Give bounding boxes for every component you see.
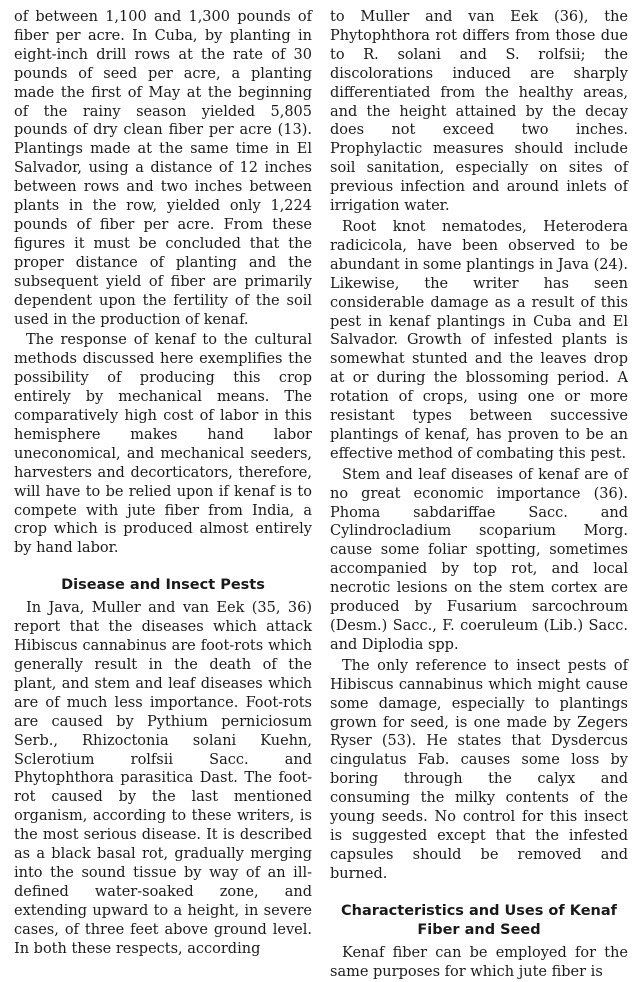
section-heading (330, 902, 628, 940)
paragraph: Root knot nematodes, Heterodera radicicola, have been observed to be abundant in some plantings in Java (24). Likewise, the writer has seen considerable damage as a result of this pest in kenaf plantings in Cuba and El Salvador. Growth of infested plants is somewhat stunted and the leaves drop at or during the blossoming period. A rotation of crops, using one or more resistant types between successive plantings of kenaf, has proven to be an effective method of combating this pest. (330, 218, 628, 462)
paragraph: Stem and leaf diseases of kenaf are of no great economic importance (36). Phoma sabdariffae Sacc. and Cylindrocladium scoparium Morg. cause some foliar spotting, sometimes accompanied by top rot, and local necrotic lesions on the stem cortex are produced by Fusarium sarcochroum (Desm.) Sacc., F. coeruleum (Lib.) Sacc. and Diplodia spp. (330, 466, 628, 653)
paragraph: of between 1,100 and 1,300 pounds of fiber per acre. In Cuba, by planting in eight-inch drill rows at the rate of 30 pounds of seed per acre, a planting made the first of May at the beginning of the rainy season yielded 5,805 pounds of dry clean fiber per acre (13). Plantings made at the same time in El Salvador, using a distance of 12 inches between rows and two inches between plants in the row, yielded only 1,224 pounds of fiber per acre. From these figures it must be concluded that the proper distance of planting and the subsequent yield of fiber are primarily dependent upon the fertility of the soil used in the production of kenaf. (14, 9, 312, 328)
section-heading: Disease and Insect Pests (61, 577, 265, 594)
paragraph: In Java, Muller and van Eek (35, 36) report that the diseases which attack Hibiscus cannabinus are foot-rots which generally result in the death of the plant, and stem and leaf diseases which are of much less importance. Foot-rots are caused by Pythium perniciosum Serb., Rhizoctonia solani Kuehn, Sclerotium rolfsii Sacc. and Phytophthora parasitica Dast. The foot-rot caused by the last mentioned organism, according to these writers, is the most serious disease. It is described as a black basal rot, gradually merging into the sound tissue by way of an ill-defined water-soaked zone, and extending upward to a height, in severe cases, of three feet above ground level. In both these respects, according (14, 600, 312, 957)
paragraph: Kenaf fiber can be employed for the same purposes for which jute fiber is (330, 944, 628, 980)
paragraph: The only reference to insect pests of Hibiscus cannabinus which might cause some damage, especially to plantings grown for seed, is one made by Zegers Ryser (53). He states that Dysdercus cingulatus Fab. causes some loss by boring through the calyx and consuming the milky contents of the young seeds. No control for this insect is suggested except that the infested capsules should be removed and burned. (330, 657, 628, 882)
section-heading-line: Characteristics and Uses of Kenaf (341, 902, 617, 919)
left-column (14, 8, 312, 957)
right-column (330, 8, 628, 980)
paragraph: to Muller and van Eek (36), the Phytophthora rot differs from those due to R. solani and S. rolfsii; the discolorations induced are sharply differentiated from the healthy areas, and the height attained by the decay does not exceed two inches. Prophylactic measures should include soil sanitation, especially on sites of previous infection and around inlets of irrigation water. (330, 9, 628, 215)
section-heading-line: Fiber and Seed (417, 921, 541, 938)
paragraph: The response of kenaf to the cultural methods discussed here exemplifies the possibility of producing this crop entirely by mechanical means. The comparatively high cost of labor in this hemisphere makes hand labor uneconomical, and mechanical seeders, harvesters and decorticators, therefore, will have to be relied upon if kenaf is to compete with jute fiber from India, a crop which is produced almost entirely by hand labor. (14, 332, 312, 557)
